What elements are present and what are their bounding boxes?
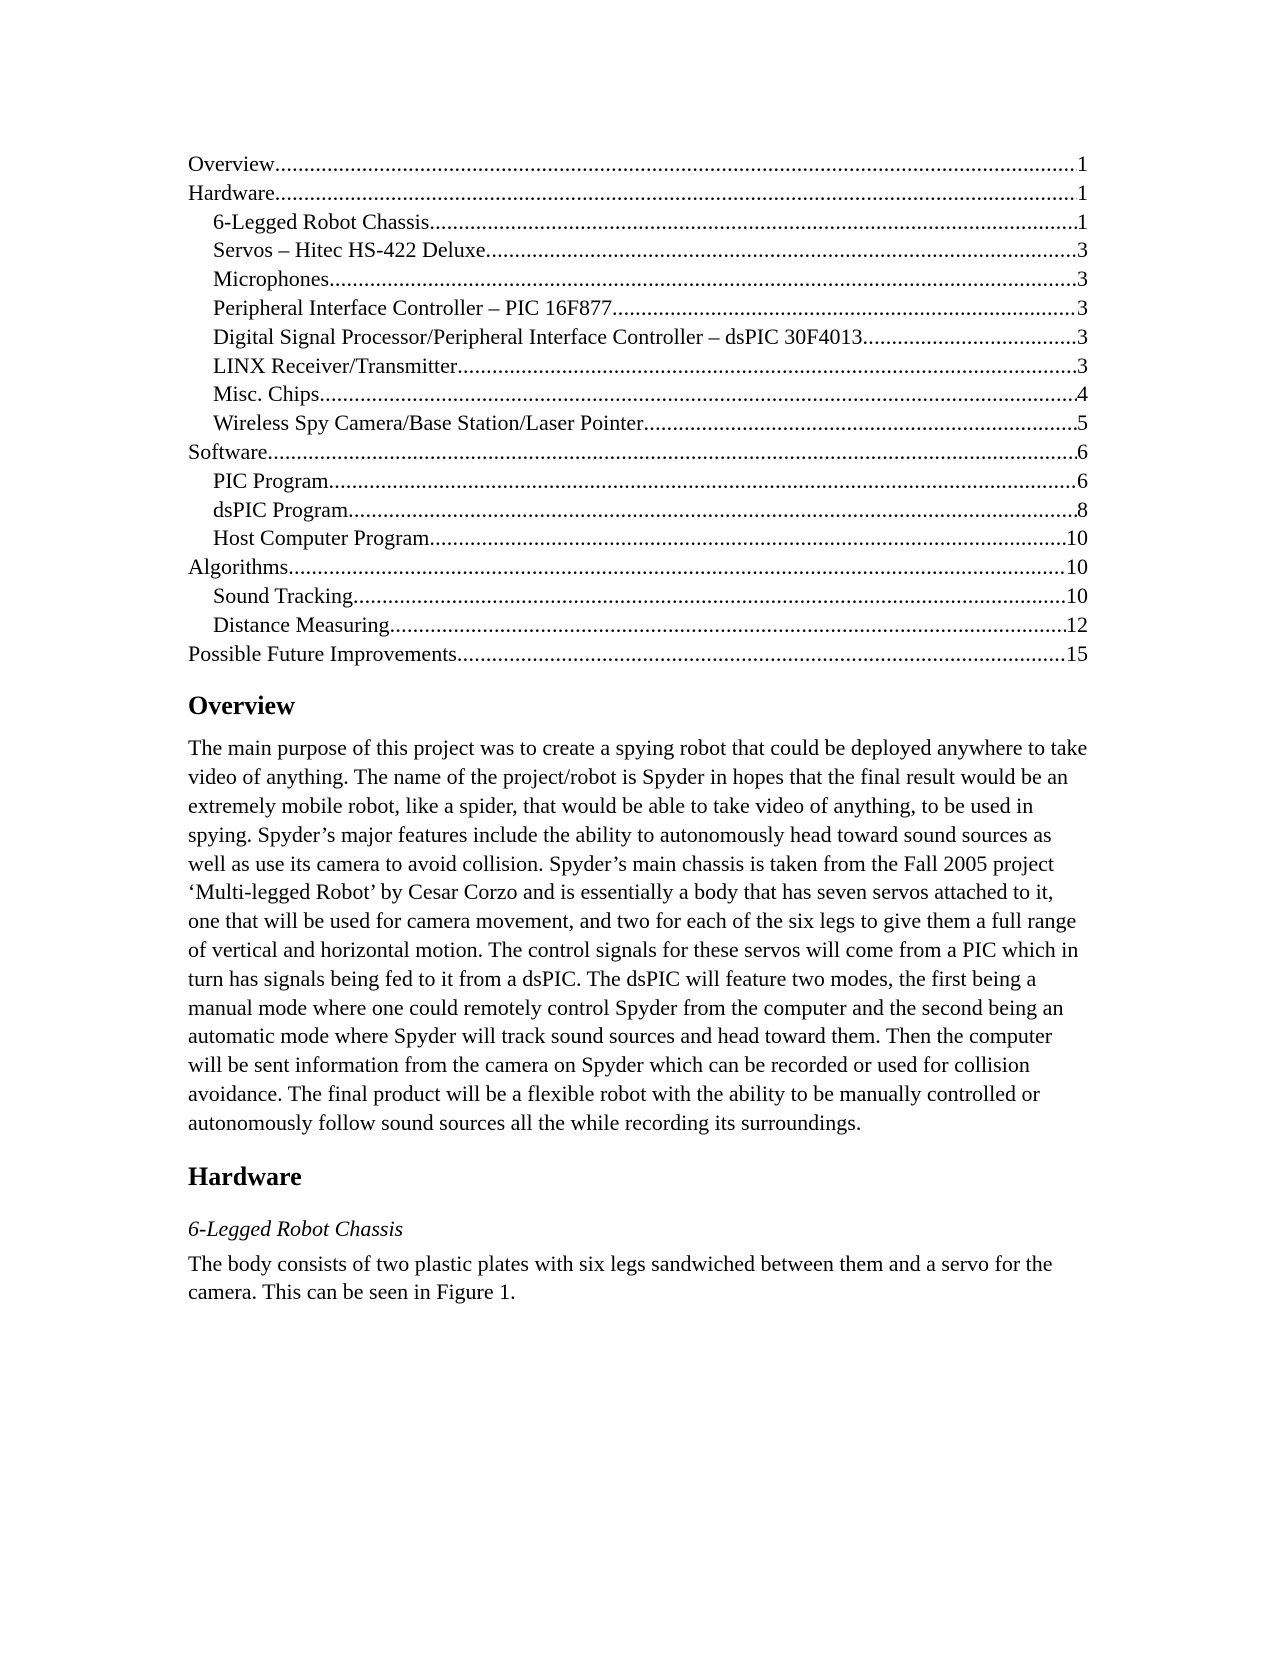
toc-entry-page: 10 [1066,525,1088,551]
toc-dot-leader [863,323,1078,352]
table-of-contents [188,150,1088,668]
toc-entry-title: Software [188,438,268,464]
toc-entry-title: Hardware [188,179,275,205]
toc-dot-leader [348,496,1077,525]
toc-dot-leader [288,553,1066,582]
toc-entry-page: 6 [1077,438,1088,464]
chassis-subheading: 6-Legged Robot Chassis [188,1215,404,1241]
toc-entry-title: 6-Legged Robot Chassis [213,208,430,234]
toc-entry-page: 1 [1077,179,1088,205]
toc-entry-page: 4 [1077,381,1088,407]
toc-dot-leader [275,150,1077,179]
toc-entry-title: Microphones [213,266,330,292]
document-page [188,150,1088,1307]
toc-entry-page: 3 [1077,352,1088,378]
toc-entry-title: Algorithms [188,554,289,580]
toc-entry-page: 12 [1066,611,1088,637]
toc-entry[interactable] [188,150,1088,179]
toc-entry[interactable] [188,611,1088,640]
toc-entry[interactable] [188,294,1088,323]
toc-entry[interactable] [188,380,1088,409]
toc-entry-title: Wireless Spy Camera/Base Station/Laser Pointer [213,410,644,436]
toc-dot-leader [267,438,1077,467]
toc-dot-leader [275,179,1077,208]
toc-entry[interactable] [188,323,1088,352]
chassis-paragraph: The body consists of two plastic plates with six legs sandwiched between them and a servo for the camera. This can be seen in Figure 1. [188,1250,1053,1305]
toc-entry-page: 3 [1077,294,1088,320]
toc-entry-page: 3 [1077,266,1088,292]
toc-entry[interactable] [188,409,1088,438]
toc-entry-title: Overview [188,151,275,176]
toc-entry-page: 10 [1066,582,1088,608]
hardware-heading: Hardware [188,1161,302,1191]
toc-entry[interactable] [188,438,1088,467]
toc-entry-title: Digital Signal Processor/Peripheral Interface Controller – dsPIC 30F4013 [213,323,863,349]
overview-heading: Overview [188,691,295,721]
toc-entry-title: PIC Program [213,467,329,493]
toc-entry-page: 1 [1077,151,1088,176]
toc-entry-title: Possible Future Improvements [188,640,457,666]
toc-entry[interactable] [188,496,1088,525]
toc-dot-leader [457,352,1077,381]
toc-entry[interactable] [188,640,1088,669]
toc-dot-leader [319,380,1077,409]
toc-entry[interactable] [188,265,1088,294]
toc-entry-page: 15 [1066,640,1088,666]
toc-entry[interactable] [188,236,1088,265]
toc-entry-title: Sound Tracking [213,582,353,608]
toc-dot-leader [329,467,1078,496]
toc-entry[interactable] [188,179,1088,208]
toc-dot-leader [390,611,1066,640]
toc-dot-leader [612,294,1077,323]
toc-entry-page: 3 [1077,323,1088,349]
toc-entry-title: Misc. Chips [213,381,320,407]
toc-entry[interactable] [188,352,1088,381]
overview-paragraph: The main purpose of this project was to create a spying robot that could be deployed anywhere to take video of anything. The name of the project/robot is Spyder in hopes that the final result would be an extremely mobile robot, like a spider, that would be able to take video of anything, to be used in spying. Spyder’s major features include the ability to autonomously head toward sound sources as well as use its camera to avoid collision. Spyder’s main chassis is taken from the Fall 2005 project ‘Multi-legged Robot’ by Cesar Corzo and is essentially a body that has seven servos attached to it, one that will be used for camera movement, and two for each of the six legs to give them a full range of vertical and horizontal motion. The control signals for these servos will come from a PIC which in turn has signals being fed to it from a dsPIC. The dsPIC will feature two modes, the first being a manual mode where one could remotely control Spyder from the computer and the second being an automatic mode where Spyder will track sound sources and head toward them. Then the computer will be sent information from the camera on Spyder which can be recorded or used for collision avoidance. The final product will be a flexible robot with the ability to be manually controlled or autonomously follow sound sources all the while recording its surroundings. [188,735,1088,1135]
toc-entry[interactable] [188,582,1088,611]
toc-entry-page: 8 [1077,496,1088,522]
toc-entry[interactable] [188,553,1088,582]
toc-entry-page: 3 [1077,237,1088,263]
toc-entry-title: LINX Receiver/Transmitter [213,352,458,378]
toc-dot-leader [329,265,1077,294]
toc-entry-title: Distance Measuring [213,611,390,637]
toc-dot-leader [429,208,1077,237]
toc-entry-page: 10 [1066,554,1088,580]
toc-dot-leader [429,524,1066,553]
toc-dot-leader [457,640,1066,669]
toc-entry[interactable] [188,467,1088,496]
toc-entry-title: Peripheral Interface Controller – PIC 16F877 [213,294,612,320]
toc-entry[interactable] [188,208,1088,237]
toc-entry-title: Servos – Hitec HS-422 Deluxe [213,237,486,263]
toc-entry-title: dsPIC Program [213,496,349,522]
toc-entry-page: 5 [1077,410,1088,436]
toc-entry-title: Host Computer Program [213,525,430,551]
toc-dot-leader [643,409,1077,438]
toc-dot-leader [353,582,1066,611]
toc-dot-leader [486,236,1077,265]
toc-entry[interactable] [188,524,1088,553]
toc-entry-page: 6 [1077,467,1088,493]
toc-entry-page: 1 [1077,208,1088,234]
